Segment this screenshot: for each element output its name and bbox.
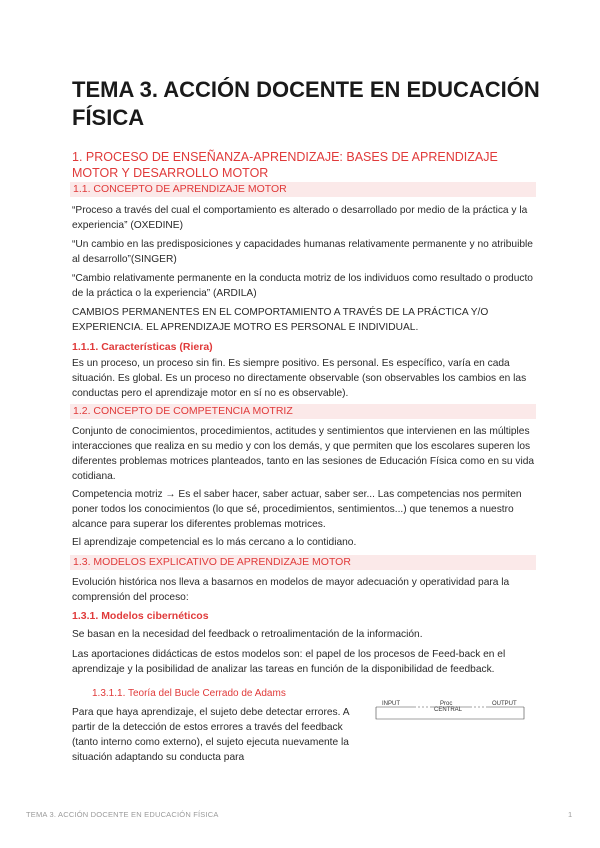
diagram-output-label: OUTPUT xyxy=(492,701,517,707)
section-1-3-1-1-heading: 1.3.1.1. Teoría del Bucle Cerrado de Adams xyxy=(92,688,286,699)
diagram-proc-label: Proc xyxy=(440,701,453,707)
competence-closing-text: El aprendizaje competencial es lo más cercano a lo contidiano. xyxy=(72,537,357,548)
quote-singer: “Un cambio en las predisposiciones y capacidades humanas relativamente permanente y no atribuible al desarrollo”(SINGER) xyxy=(72,239,533,265)
quote-ardila: “Cambio relativamente permanente en la conducta motriz de los individuos como resultado o producto de la práctica o la experiencia” (ARDILA) xyxy=(72,273,533,299)
footer-title: TEMA 3. ACCIÓN DOCENTE EN EDUCACIÓN FÍSICA xyxy=(26,810,219,819)
section-1-3-1-heading: 1.3.1. Modelos cibernéticos xyxy=(72,610,209,622)
adams-theory-text: Para que haya aprendizaje, el sujeto debe detectar errores. A partir de la detección de estos errores a través del feedback (tanto interno como externo), el sujeto ejecuta nuevamente la situación adaptando su conducta para xyxy=(72,707,349,763)
competence-motriz-text: Competencia motriz → Es el saber hacer, saber actuar, saber ser... Las competencias nos permiten poner todos los conocimientos (lo que sé, procedimientos, sentimientos...) que tenemos a nuestro alcance para superar los diferentes problemas motrices. xyxy=(72,489,522,530)
section-1-1-heading: 1.1. CONCEPTO DE APRENDIZAJE MOTOR xyxy=(70,182,536,197)
closed-loop-diagram xyxy=(374,697,530,725)
page-title: TEMA 3. ACCIÓN DOCENTE EN EDUCACIÓN FÍSICA xyxy=(72,77,540,130)
characteristics-text: Es un proceso, un proceso sin fin. Es siempre positivo. Es personal. Es específico, varía en cada situación. Es global. Es un proceso no directamente observable (son observables los cambios en las conductas pero el aprendizaje motor en sí no es observable). xyxy=(72,358,527,399)
competence-definition: Conjunto de conocimientos, procedimientos, actitudes y sentimientos que intervienen en las múltiples interacciones que realiza en su medio y con los demás, y que permiten que los escolares superen los diferentes problemas motrices planteados, tanto en las sesiones de Educación Física como en su vida cotidiana. xyxy=(72,426,535,482)
diagram-central-label: CENTRAL xyxy=(434,707,463,713)
quote-oxedine: “Proceso a través del cual el comportamiento es alterado o desarrollado por medio de la práctica y la experiencia” (OXEDINE) xyxy=(72,205,528,231)
section-1-3-intro: Evolución histórica nos lleva a basarnos en modelos de mayor adecuación y operatividad para la comprensión del proceso: xyxy=(72,577,510,603)
cybernetic-p2: Las aportaciones didácticas de estos modelos son: el papel de los procesos de Feed-back en el aprendizaje y la posibilidad de analizar las tareas en función de la disponibilidad de feedback. xyxy=(72,649,506,675)
page-number: 1 xyxy=(568,810,573,819)
section-1-heading: 1. PROCESO DE ENSEÑANZA-APRENDIZAJE: BASES DE APRENDIZAJE MOTOR Y DESARROLLO MOTOR xyxy=(72,150,498,180)
summary-text: CAMBIOS PERMANENTES EN EL COMPORTAMIENTO A TRAVÉS DE LA PRÁCTICA Y/O EXPERIENCIA. EL APRENDIZAJE MOTRO ES PERSONAL E INDIVIDUAL. xyxy=(72,307,489,333)
section-1-3-heading: 1.3. MODELOS EXPLICATIVO DE APRENDIZAJE MOTOR xyxy=(70,555,536,570)
cybernetic-p1: Se basan en la necesidad del feedback o retroalimentación de la información. xyxy=(72,629,423,640)
diagram-input-label: INPUT xyxy=(382,701,400,707)
section-1-2-heading: 1.2. CONCEPTO DE COMPETENCIA MOTRIZ xyxy=(70,404,536,419)
section-1-1-1-heading: 1.1.1. Características (Riera) xyxy=(72,341,213,353)
